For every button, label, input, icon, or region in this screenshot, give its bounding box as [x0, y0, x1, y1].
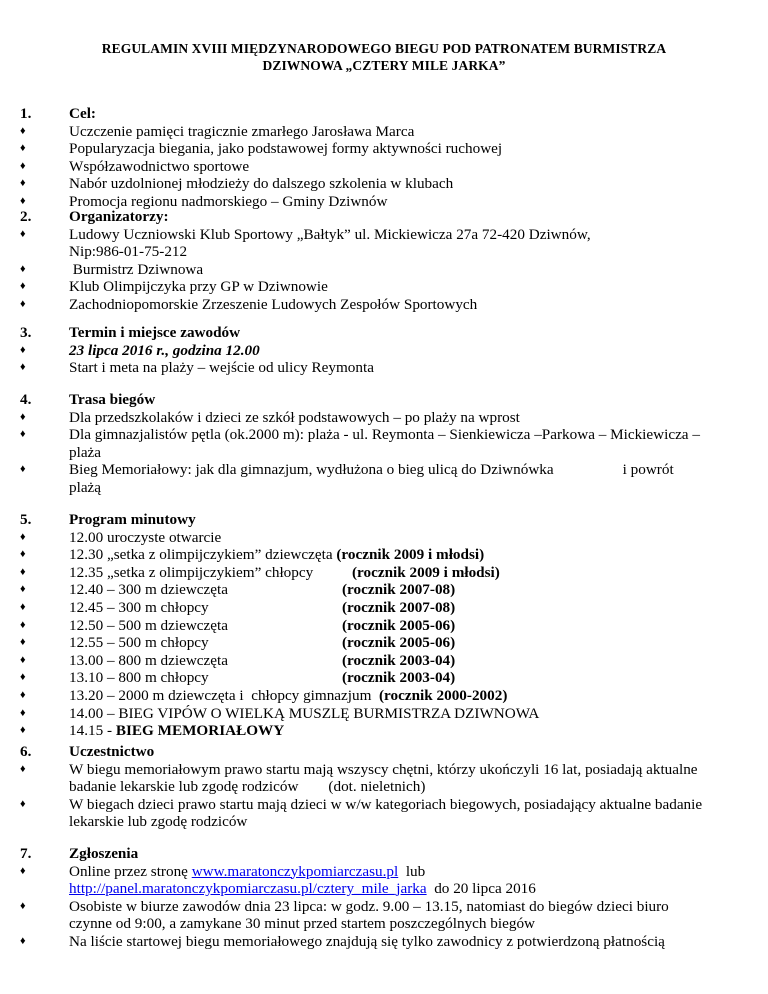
diamond-bullet-icon: ♦ — [20, 463, 26, 476]
list-item: ♦ Popularyzacja biegania, jako podstawowej formy aktywności ruchowej — [20, 140, 503, 158]
diamond-bullet-icon: ♦ — [20, 227, 26, 240]
section-goal — [20, 105, 750, 211]
diamond-bullet-icon: ♦ — [20, 124, 26, 137]
list-item: ♦ 14.15 - BIEG MEMORIAŁOWY — [20, 722, 285, 740]
diamond-bullet-icon: ♦ — [20, 280, 26, 293]
title-line-1: REGULAMIN XVIII MIĘDZYNARODOWEGO BIEGU POD PATRONATEM BURMISTRZA — [101, 41, 667, 56]
list-item: ♦ Dla gimnazjalistów pętla (ok.2000 m): plaża - ul. Reymonta – Sienkiewicza –Parkowa – Mickiewicza – plaża — [20, 426, 700, 461]
list-item: ♦ W biegu memoriałowym prawo startu mają wszyscy chętni, którzy ukończyli 16 lat, posiadają aktualne badanie lekarskie lub zgodę rodziców (dot. nieletnich) — [20, 760, 698, 796]
program-row: ♦ 12.50 – 500 m dziewczęta (rocznik 2005-06) — [20, 616, 456, 634]
section-route — [20, 391, 750, 497]
diamond-bullet-icon: ♦ — [20, 194, 26, 207]
program-row: ♦ 13.00 – 800 m dziewczęta (rocznik 2003-04) — [20, 651, 456, 669]
diamond-bullet-icon: ♦ — [20, 159, 26, 172]
list-item: ♦ 23 lipca 2016 r., godzina 12.00 — [20, 341, 260, 359]
section-organizers — [20, 208, 750, 314]
diamond-bullet-icon: ♦ — [20, 177, 26, 190]
diamond-bullet-icon: ♦ — [20, 530, 26, 543]
section-heading: 6. Uczestnictwo — [20, 743, 155, 760]
diamond-bullet-icon: ♦ — [20, 618, 26, 631]
diamond-bullet-icon: ♦ — [20, 410, 26, 423]
title-line-2: DZIWNOWA „CZTERY MILE JARKA” — [262, 58, 506, 73]
section-date-place — [20, 324, 750, 377]
list-item: ♦ Uczczenie pamięci tragicznie zmarłego Jarosława Marca — [20, 122, 415, 140]
section-program — [20, 511, 750, 740]
program-row: ♦ 12.40 – 300 m dziewczęta (rocznik 2007-08) — [20, 581, 456, 599]
section-participation — [20, 743, 750, 831]
program-row: ♦ 13.10 – 800 m chłopcy (rocznik 2003-04) — [20, 669, 456, 687]
registration-link-panel[interactable]: http://panel.maratonczykpomiarczasu.pl/cztery_mile_jarka — [69, 880, 427, 898]
list-item: ♦ Osobiste w biurze zawodów dnia 23 lipca: w godz. 9.00 – 13.15, natomiast do biegów dzieci biuro czynne od 9:00, a zamykane 30 minut przed startem poszczególnych biegów — [20, 897, 669, 933]
list-item: ♦ Ludowy Uczniowski Klub Sportowy „Bałtyk” ul. Mickiewicza 27a 72-420 Dziwnów, Nip:986-01-75-212 — [20, 225, 591, 261]
section-heading: 5. Program minutowy — [20, 511, 196, 528]
diamond-bullet-icon: ♦ — [20, 671, 26, 684]
list-item: ♦ Dla przedszkolaków i dzieci ze szkół podstawowych – po plaży na wprost — [20, 408, 520, 426]
diamond-bullet-icon: ♦ — [20, 724, 26, 737]
list-item: ♦ Zachodniopomorskie Zrzeszenie Ludowych Zespołów Sportowych — [20, 295, 478, 313]
diamond-bullet-icon: ♦ — [20, 142, 26, 155]
diamond-bullet-icon: ♦ — [20, 688, 26, 701]
program-row: ♦ 12.45 – 300 m chłopcy (rocznik 2007-08) — [20, 598, 456, 616]
diamond-bullet-icon: ♦ — [20, 565, 26, 578]
diamond-bullet-icon: ♦ — [20, 762, 26, 775]
diamond-bullet-icon: ♦ — [20, 653, 26, 666]
section-registration — [20, 845, 750, 951]
diamond-bullet-icon: ♦ — [20, 548, 26, 561]
diamond-bullet-icon: ♦ — [20, 899, 26, 912]
diamond-bullet-icon: ♦ — [20, 262, 26, 275]
section-heading: 7. Zgłoszenia — [20, 845, 139, 862]
list-item: ♦ 14.00 – BIEG VIPÓW O WIELKĄ MUSZLĘ BURMISTRZA DZIWNOWA — [20, 704, 540, 722]
registration-link-main[interactable]: www.maratonczykpomiarczasu.pl — [191, 862, 399, 880]
diamond-bullet-icon: ♦ — [20, 343, 26, 356]
list-item: ♦ Promocja regionu nadmorskiego – Gminy Dziwnów — [20, 192, 388, 210]
list-item: ♦ Współzawodnictwo sportowe — [20, 157, 250, 175]
diamond-bullet-icon: ♦ — [20, 864, 26, 877]
document-title — [60, 40, 708, 74]
program-row: ♦ 12.55 – 500 m chłopcy (rocznik 2005-06) — [20, 634, 456, 652]
diamond-bullet-icon: ♦ — [20, 636, 26, 649]
section-heading: 4. Trasa biegów — [20, 391, 156, 408]
list-item: ♦ W biegach dzieci prawo startu mają dzieci w w/w kategoriach biegowych, posiadający aktualne badanie lekarskie lub zgodę rodziców — [20, 795, 703, 831]
diamond-bullet-icon: ♦ — [20, 297, 26, 310]
program-row: ♦ 12.35 „setka z olimpijczykiem” chłopcy (rocznik 2009 i młodsi) — [20, 563, 500, 581]
diamond-bullet-icon: ♦ — [20, 428, 26, 441]
section-heading: 3. Termin i miejsce zawodów — [20, 324, 241, 341]
program-row: ♦ 12.30 „setka z olimpijczykiem” dziewczęta (rocznik 2009 i młodsi) — [20, 546, 485, 564]
diamond-bullet-icon: ♦ — [20, 934, 26, 947]
list-item: ♦ Nabór uzdolnionej młodzieży do dalszego szkolenia w klubach — [20, 175, 454, 193]
list-item: ♦ Klub Olimpijczyka przy GP w Dziwnowie — [20, 278, 328, 296]
list-item: ♦ Start i meta na plaży – wejście od ulicy Reymonta — [20, 359, 374, 377]
section-heading: 2. Organizatorzy: — [20, 208, 169, 225]
diamond-bullet-icon: ♦ — [20, 361, 26, 374]
list-item: ♦ 12.00 uroczyste otwarcie — [20, 528, 222, 546]
list-item: ♦ Online przez stronę www.maratonczykpomiarczasu.pl lub http://panel.maratonczykpomiarczasu.pl/cztery_mile_jarka do 20 lipca 2016 — [20, 862, 536, 898]
list-item: ♦ Burmistrz Dziwnowa — [20, 260, 204, 278]
list-item: ♦ Bieg Memoriałowy: jak dla gimnazjum, wydłużona o bieg ulicą do Dziwnówka i powrót plażą — [20, 461, 674, 496]
list-item: ♦ Na liście startowej biegu memoriałowego znajdują się tylko zawodnicy z potwierdzoną płatnością — [20, 932, 665, 950]
section-heading: 1. Cel: — [20, 105, 96, 122]
diamond-bullet-icon: ♦ — [20, 600, 26, 613]
diamond-bullet-icon: ♦ — [20, 706, 26, 719]
program-row: ♦ 13.20 – 2000 m dziewczęta i chłopcy gimnazjum (rocznik 2000-2002) — [20, 686, 508, 704]
diamond-bullet-icon: ♦ — [20, 797, 26, 810]
diamond-bullet-icon: ♦ — [20, 583, 26, 596]
